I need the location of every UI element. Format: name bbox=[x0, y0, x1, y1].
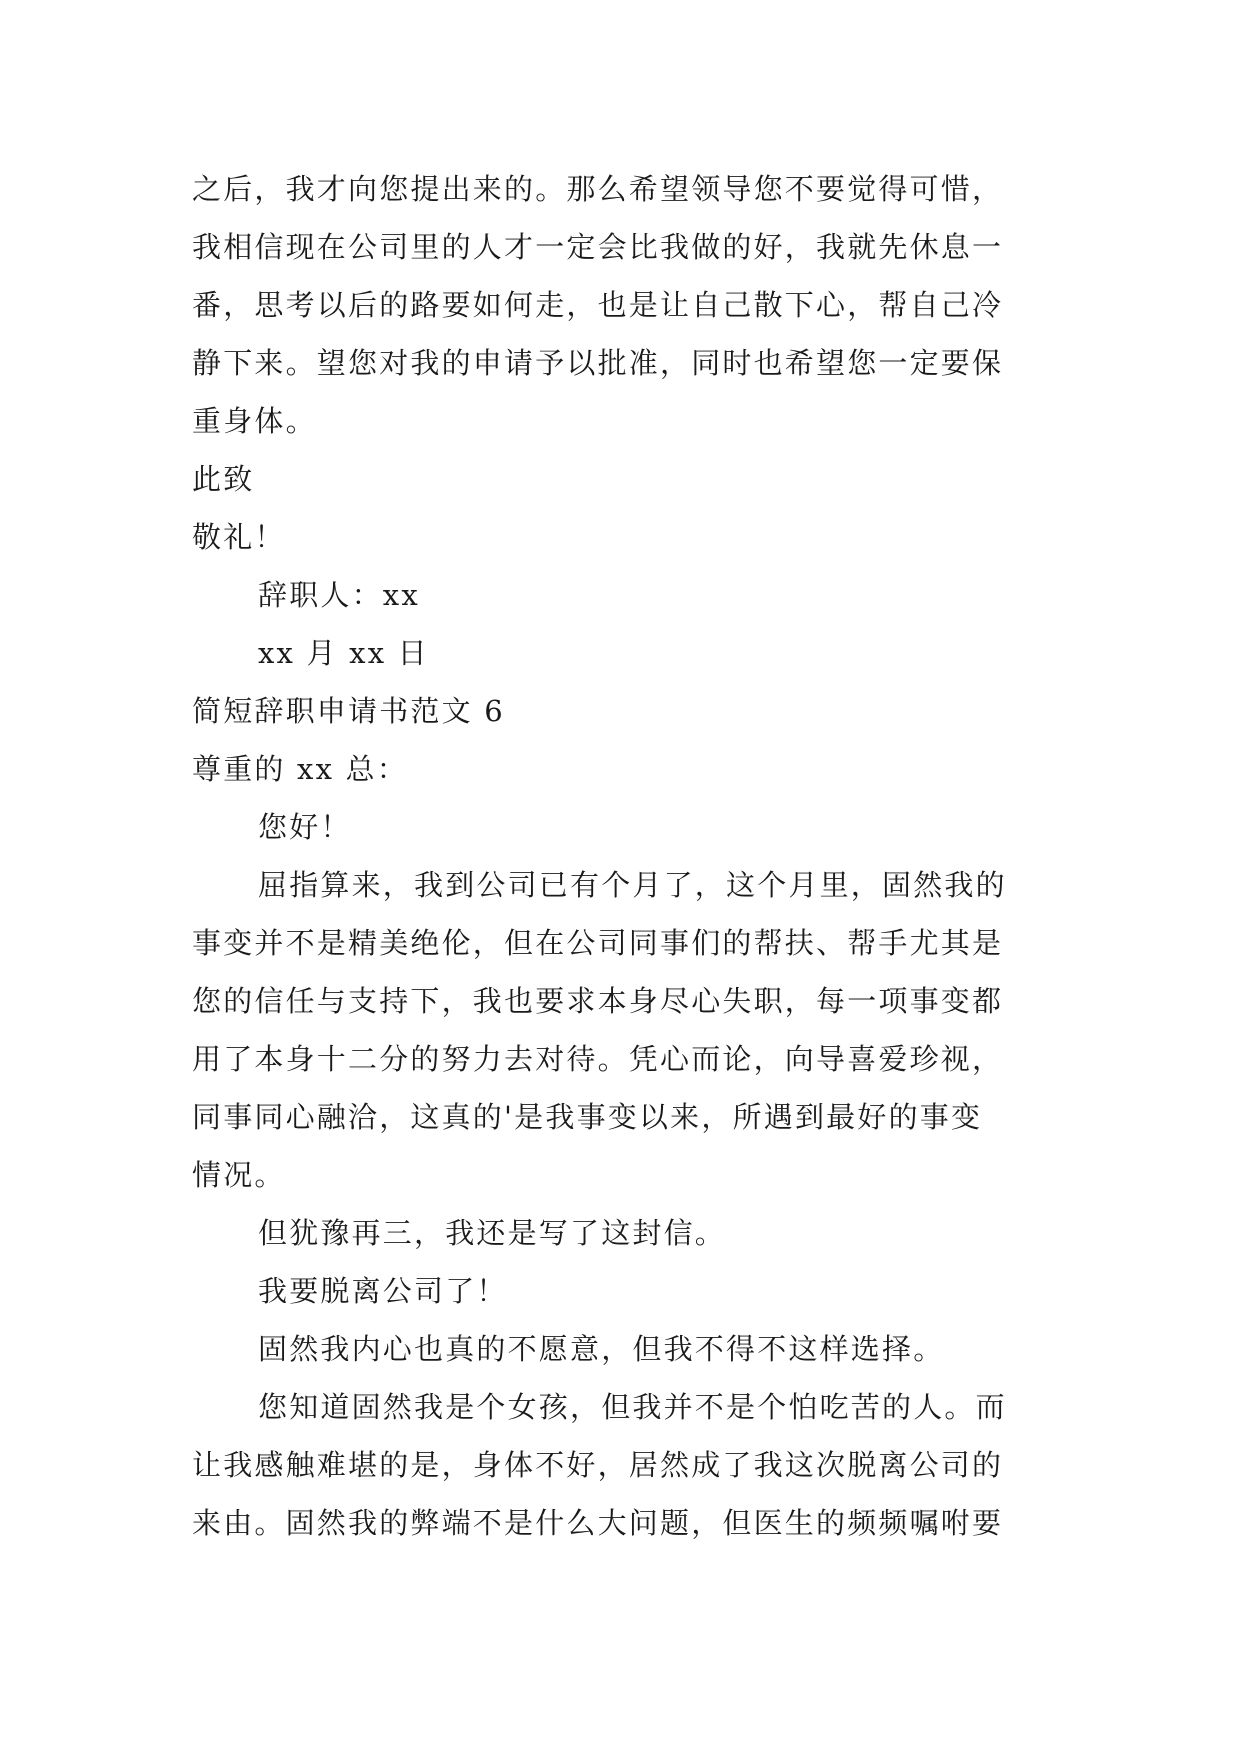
text-line: 此致 bbox=[192, 462, 255, 496]
text-line: 屈指算来，我到公司已有个月了，这个月里，固然我的 bbox=[258, 868, 1007, 902]
document-body bbox=[192, 160, 1062, 1552]
text-line: 之后，我才向您提出来的。那么希望领导您不要觉得可惜， bbox=[192, 172, 1004, 206]
text-line: 我要脱离公司了！ bbox=[258, 1274, 508, 1308]
text-line: 固然我内心也真的不愿意，但我不得不这样选择。 bbox=[258, 1332, 945, 1366]
text-line: 番，思考以后的路要如何走，也是让自己散下心，帮自己冷 bbox=[192, 288, 1004, 322]
text-line: 简短辞职申请书范文 6 bbox=[192, 694, 505, 728]
text-line: 您的信任与支持下，我也要求本身尽心失职，每一项事变都 bbox=[192, 984, 1004, 1018]
text-line: xx 月 xx 日 bbox=[258, 636, 429, 670]
text-line: 来由。固然我的弊端不是什么大问题，但医生的频频嘱咐要 bbox=[192, 1506, 1004, 1540]
text-line: 重身体。 bbox=[192, 404, 317, 438]
text-line: 静下来。望您对我的申请予以批准，同时也希望您一定要保 bbox=[192, 346, 1004, 380]
text-line: 但犹豫再三，我还是写了这封信。 bbox=[258, 1216, 727, 1250]
text-line: 我相信现在公司里的人才一定会比我做的好，我就先休息一 bbox=[192, 230, 1004, 264]
text-line: 同事同心融洽，这真的'是我事变以来，所遇到最好的事变 bbox=[192, 1100, 983, 1134]
text-line: 您知道固然我是个女孩，但我并不是个怕吃苦的人。而 bbox=[258, 1390, 1007, 1424]
text-line: 敬礼！ bbox=[192, 520, 286, 554]
text-line: 事变并不是精美绝伦，但在公司同事们的帮扶、帮手尤其是 bbox=[192, 926, 1004, 960]
text-line: 让我感触难堪的是，身体不好，居然成了我这次脱离公司的 bbox=[192, 1448, 1004, 1482]
text-line: 用了本身十二分的努力去对待。凭心而论，向导喜爱珍视， bbox=[192, 1042, 1004, 1076]
text-line: 您好！ bbox=[258, 810, 352, 844]
text-line: 情况。 bbox=[192, 1158, 286, 1192]
text-line: 辞职人：xx bbox=[258, 578, 420, 612]
text-line: 尊重的 xx 总： bbox=[192, 752, 408, 786]
